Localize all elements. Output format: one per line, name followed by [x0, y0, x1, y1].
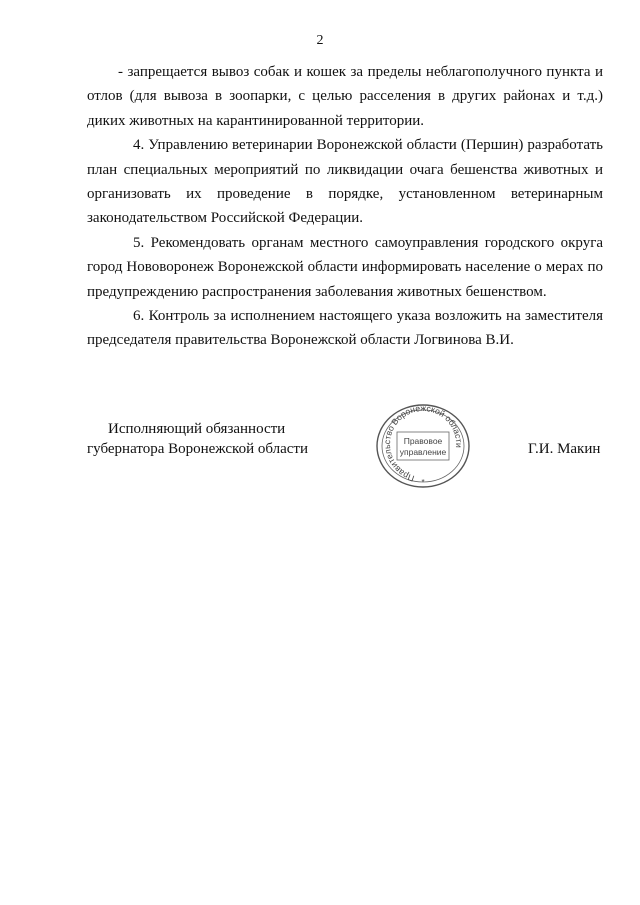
stamp-seal-icon [372, 403, 474, 489]
signatory-title [87, 419, 347, 459]
signatory-title-line-2: губернатора Воронежской области [87, 441, 308, 457]
paragraph-item-4: 4. Управлению ветеринарии Воронежской области (Першин) разработать план специальных мероприятий по ликвидации очага бешенства животных и организовать их проведение в порядке, установленном ветеринарным законодательством Российской Федерации. [87, 137, 603, 227]
page-number: 2 [316, 33, 324, 48]
stamp-center-line-1: Правовое [403, 436, 443, 446]
paragraph-item-6: 6. Контроль за исполнением настоящего указа возложить на заместителя председателя правительства Воронежской области Логвинова В.И. [87, 308, 603, 349]
signatory-title-line-1: Исполняющий обязанности [108, 421, 286, 437]
stamp-bottom-mark: * [421, 478, 425, 487]
stamp-ring-text: Правительство Воронежской области [381, 403, 465, 484]
official-stamp [372, 403, 474, 489]
paragraph-export-ban: - запрещается вывоз собак и кошек за пределы неблагополучного пункта и отлов (для вывоза в зоопарки, с целью расселения в других районах и т.д.) диких животных на карантинированной территории. [87, 64, 603, 129]
signatory-name: Г.И. Макин [528, 441, 601, 457]
paragraph-item-5: 5. Рекомендовать органам местного самоуправления городского округа город Нововоронеж Воронежской области информировать население о мерах по предупреждению распространения заболевания животных бешенством. [87, 234, 603, 300]
stamp-center-line-2: управление [399, 447, 447, 457]
document-body [87, 60, 603, 353]
